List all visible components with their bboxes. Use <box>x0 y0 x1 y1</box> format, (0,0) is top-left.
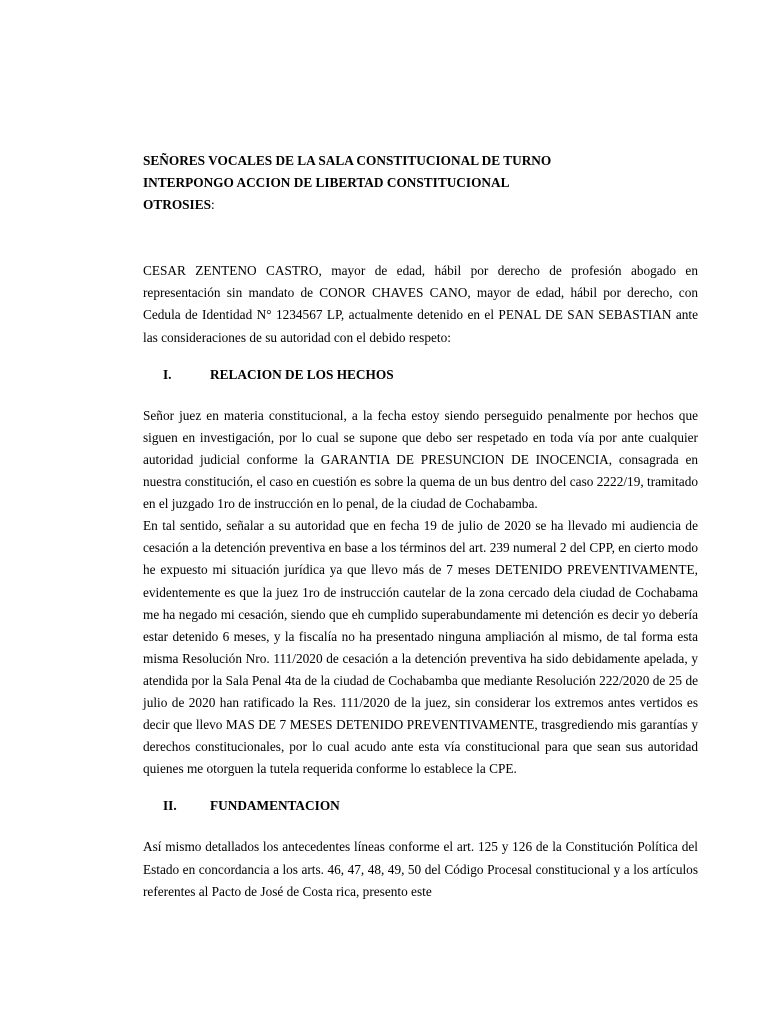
section-title: RELACION DE LOS HECHOS <box>210 366 394 382</box>
section-number: II. <box>163 798 177 814</box>
action-heading: INTERPONGO ACCION DE LIBERTAD CONSTITUCIONAL <box>143 175 510 191</box>
otrosies-heading <box>143 194 698 216</box>
spacer <box>143 817 698 836</box>
hechos-paragraph-2: En tal sentido, señalar a su autoridad que en fecha 19 de julio de 2020 se ha llevado mi audiencia de cesación a la detención preventiva en base a los términos del art. 239 numeral 2 del CPP, en cierto modo he expuesto mi situación jurídica ya que llevo más de 7 meses DETENIDO PREVENTIVAMENTE, evidentemente es que la juez 1ro de instrucción cautelar de la zona cercado dela ciudad de Cochabama me ha negado mi cesación, siendo que eh cumplido superabundamente mi detención es decir yo debería estar detenido 6 meses, y la fiscalía no ha presentado ninguna ampliación al mismo, de tal forma esta misma Resolución Nro. 111/2020 de cesación a la detención preventiva ha sido debidamente apelada, y atendida por la Sala Penal 4ta de la ciudad de Cochabamba que mediante Resolución 222/2020 de 25 de julio de 2020 han ratificado la Res. 111/2020 de la juez, sin considerar los extremos antes vertidos es decir que llevo MAS DE 7 MESES DETENIDO PREVENTIVAMENTE, trasgrediendo mis garantías y derechos constitucionales, por lo cual acudo ante esta vía constitucional para que sean sus autoridad quienes me otorguen la tutela requerida conforme lo establece la CPE. <box>143 518 698 777</box>
section-number: I. <box>163 366 172 382</box>
spacer <box>143 780 698 795</box>
fundamentacion-paragraph-1: Así mismo detallados los antecedentes líneas conforme el art. 125 y 126 de la Constitución Política del Estado en concordancia a los arts. 46, 47, 48, 49, 50 del Código Procesal constitucional y a los artículos referentes al Pacto de José de Costa rica, presento este <box>143 839 698 899</box>
spacer <box>143 216 698 260</box>
section-title: FUNDAMENTACION <box>210 798 340 814</box>
otrosies-colon: : <box>211 197 215 213</box>
intro-paragraph: CESAR ZENTENO CASTRO, mayor de edad, hábil por derecho de profesión abogado en representación sin mandato de CONOR CHAVES CANO, mayor de edad, hábil por derecho, con Cedula de Identidad N° 1234567 LP, actualmente detenido en el PENAL DE SAN SEBASTIAN ante las consideraciones de su autoridad con el debido respeto: <box>143 263 698 345</box>
spacer <box>143 349 698 364</box>
section-heading-hechos <box>143 364 698 386</box>
section-heading-fundamentacion <box>143 795 698 817</box>
spacer <box>143 386 698 405</box>
otrosies-label: OTROSIES <box>143 197 211 213</box>
document-body <box>143 150 698 903</box>
hechos-paragraph-1: Señor juez en materia constitucional, a la fecha estoy siendo perseguido penalmente por hechos que siguen en investigación, por lo cual se supone que debo ser respetado en toda vía por ante cualquier autoridad judicial conforme la GARANTIA DE PRESUNCION DE INOCENCIA, consagrada en nuestra constitución, el caso en cuestión es sobre la quema de un bus dentro del caso 2222/19, tramitado en el juzgado 1ro de instrucción en lo penal, de la ciudad de Cochabamba. <box>143 407 698 512</box>
addressee-heading: SEÑORES VOCALES DE LA SALA CONSTITUCIONAL DE TURNO <box>143 153 552 168</box>
